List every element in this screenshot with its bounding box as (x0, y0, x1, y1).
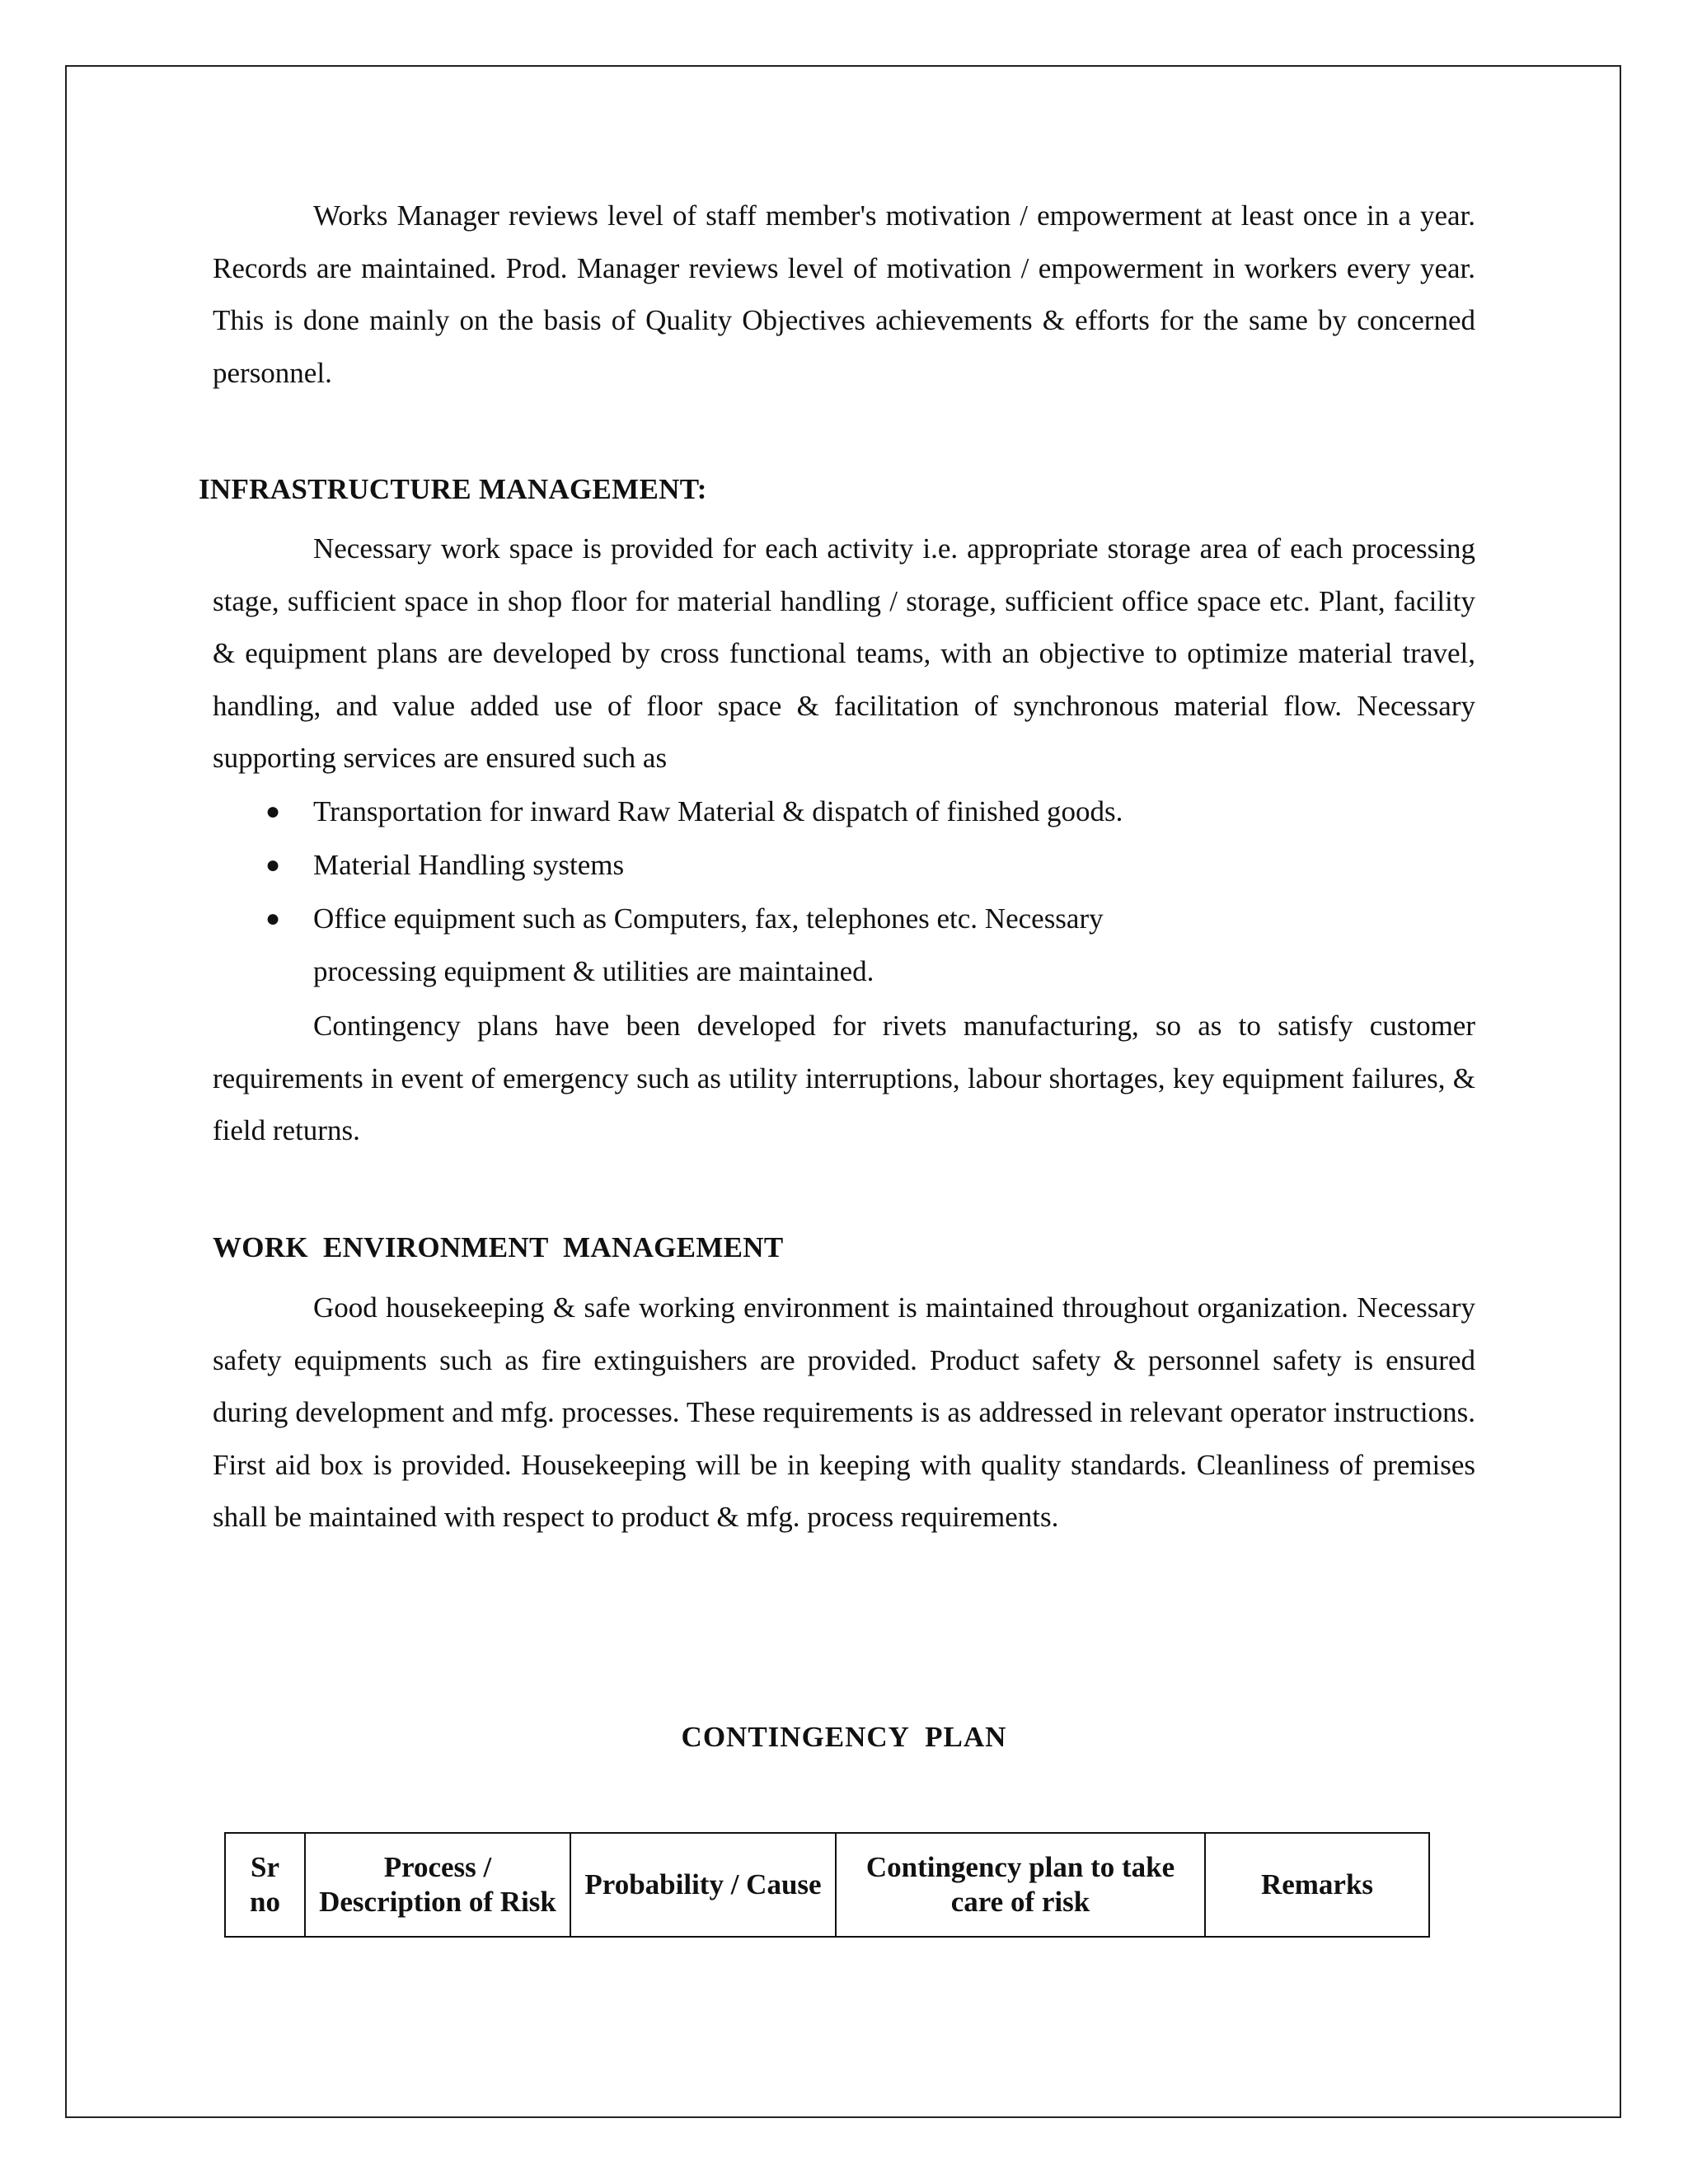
bullet-icon: ● (265, 798, 281, 825)
list-item (213, 893, 1475, 997)
col-header-process: Process / Description of Risk (305, 1833, 570, 1937)
table-header-row (225, 1833, 1429, 1937)
bullet-icon: ● (265, 905, 281, 932)
infrastructure-paragraph: Necessary work space is provided for each activity i.e. appropriate storage area of each processing stage, sufficient space in shop floor for material handling / storage, sufficient office space etc. Plant, facility & equipment plans are developed by cross functional teams, with an objective to optimize material travel, handling, and value added use of floor space & facilitation of synchronous material flow. Necessary supporting services are ensured such as (213, 532, 1475, 774)
services-bullet-list (213, 785, 1475, 999)
infrastructure-heading: INFRASTRUCTURE MANAGEMENT: (199, 473, 707, 505)
list-item (213, 785, 1475, 838)
contingency-paragraph: Contingency plans have been developed for rivets manufacturing, so as to satisfy customer requirements in event of emergency such as utility interruptions, labour shortages, key equipment failures, & field returns. (213, 1010, 1475, 1146)
col-header-sr-no: Sr no (225, 1833, 305, 1937)
intro-paragraph: Works Manager reviews level of staff member's motivation / empowerment at least once in a year. Records are maintained. Prod. Manager reviews level of motivation / empowerment in workers every year. This is done mainly on the basis of Quality Objectives achievements & efforts for the same by concerned personnel. (213, 199, 1475, 389)
col-header-contingency-plan: Contingency plan to take care of risk (836, 1833, 1205, 1937)
col-header-remarks: Remarks (1205, 1833, 1429, 1937)
contingency-plan-title: CONTINGENCY PLAN (681, 1721, 1007, 1753)
bullet-icon: ● (265, 851, 281, 879)
work-environment-paragraph: Good housekeeping & safe working environment is maintained throughout organization. Necessary safety equipments such as fire extinguishers are provided. Product safety & personnel safety is ensured during development and mfg. processes. These requirements is as addressed in relevant operator instructions. First aid box is provided. Housekeeping will be in keeping with quality standards. Cleanliness of premises shall be maintained with respect to product & mfg. process requirements. (213, 1291, 1475, 1533)
list-item (213, 839, 1475, 892)
col-header-probability: Probability / Cause (570, 1833, 836, 1937)
contingency-plan-table (224, 1832, 1430, 1938)
work-environment-heading: WORK ENVIRONMENT MANAGEMENT (213, 1231, 784, 1263)
bullet-text: Office equipment such as Computers, fax, telephones etc. Necessary processing equipment & utilities are maintained. (313, 902, 1104, 987)
bullet-text: Material Handling systems (313, 849, 625, 881)
bullet-text: Transportation for inward Raw Material & dispatch of finished goods. (313, 795, 1123, 827)
